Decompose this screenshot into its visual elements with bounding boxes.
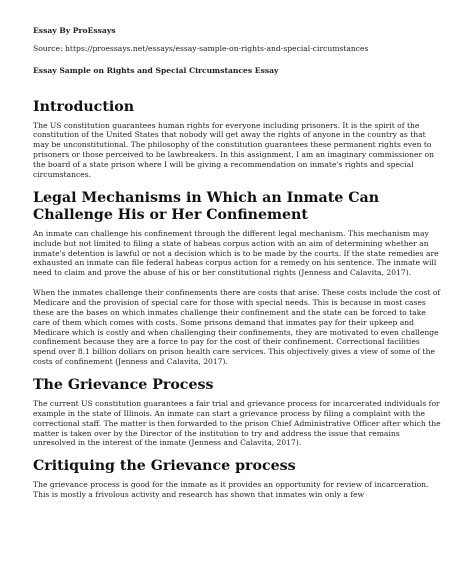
paragraph: The current US constitution guarantees a fair trial and grievance process for incarcerated individuals for example in the state of Illinois. An inmate can start a grievance process by filing a complaint with the correctional staff. The matter is then forwarded to the prison Chief Administrative Officer after which the matter is taken over by the Director of the institution to try and address the issue that remains unresolved in the interest of the inmate (Jenness and Calavita, 2017).	[33, 399, 441, 448]
section-heading: The Grievance Process	[33, 377, 214, 393]
section-heading: Critiquing the Grievance process	[33, 458, 296, 475]
document-title: Essay Sample on Rights and Special Circumstances Essay	[33, 65, 279, 75]
section-heading: Introduction	[33, 98, 135, 115]
site-title: Essay By ProEssays	[33, 26, 116, 35]
section-legal-mechanisms	[33, 190, 441, 367]
section-introduction	[33, 99, 441, 180]
section-heading: Legal Mechanisms in Which an Inmate Can Challenge His or Her Confinement	[33, 189, 380, 223]
paragraph: An inmate can challenge his confinement through the different legal mechanism. This mechanism may include but not limited to filing a state of habeas corpus action with an aim of determining whether an inmate's detention is lawful or not a decision which is to be made by the courts. If the state remedies are exhausted an inmate can file federal habeas corpus action for a remedy on his sentence. The inmate will need to claim and prove the abuse of his or her constitutional rights (Jenness and Calavita, 2017).	[33, 228, 439, 278]
section-grievance-process	[33, 377, 441, 448]
paragraph: When the inmates challenge their confinements there are costs that arise. These costs include the cost of Medicare and the provision of special care for those with special needs. This is because in most cases these are the bases on which inmates challenge their confinement and the state can be forced to take care of them which comes with costs. Some prisons demand that inmates pay for their upkeep and Medicare which is costly and when challenging their confinements, they are motivated to even challenge confinement because they are a force to pay for the cost of their confinement. Correctional facilities spend over 8.1 billion dollars on prison health care services. This objectively gives a view of some of the costs of confinement (Jenness and Calavita, 2017).	[33, 288, 441, 367]
paragraph: The grievance process is good for the inmate as it provides an opportunity for review of incarceration. This is mostly a frivolous activity and research has shown that inmates win only a few	[33, 480, 429, 500]
paragraph: The US constitution guarantees human rights for everyone including prisoners. It is the spirit of the constitution of the United States that nobody will get away the rights of anyone in the country as that may be unconstitutional. The philosophy of the constitution guarantees these permanent rights even to prisoners or those perceived to be lawbreakers. In this assignment, I am an imaginary commissioner on the board of a state prison where I will be giving a recommendation on inmate's rights and special circumstances.	[33, 120, 434, 179]
section-critiquing-grievance	[33, 458, 441, 500]
source-line: Source: https://proessays.net/essays/essay-sample-on-rights-and-special-circumstances	[33, 43, 369, 53]
